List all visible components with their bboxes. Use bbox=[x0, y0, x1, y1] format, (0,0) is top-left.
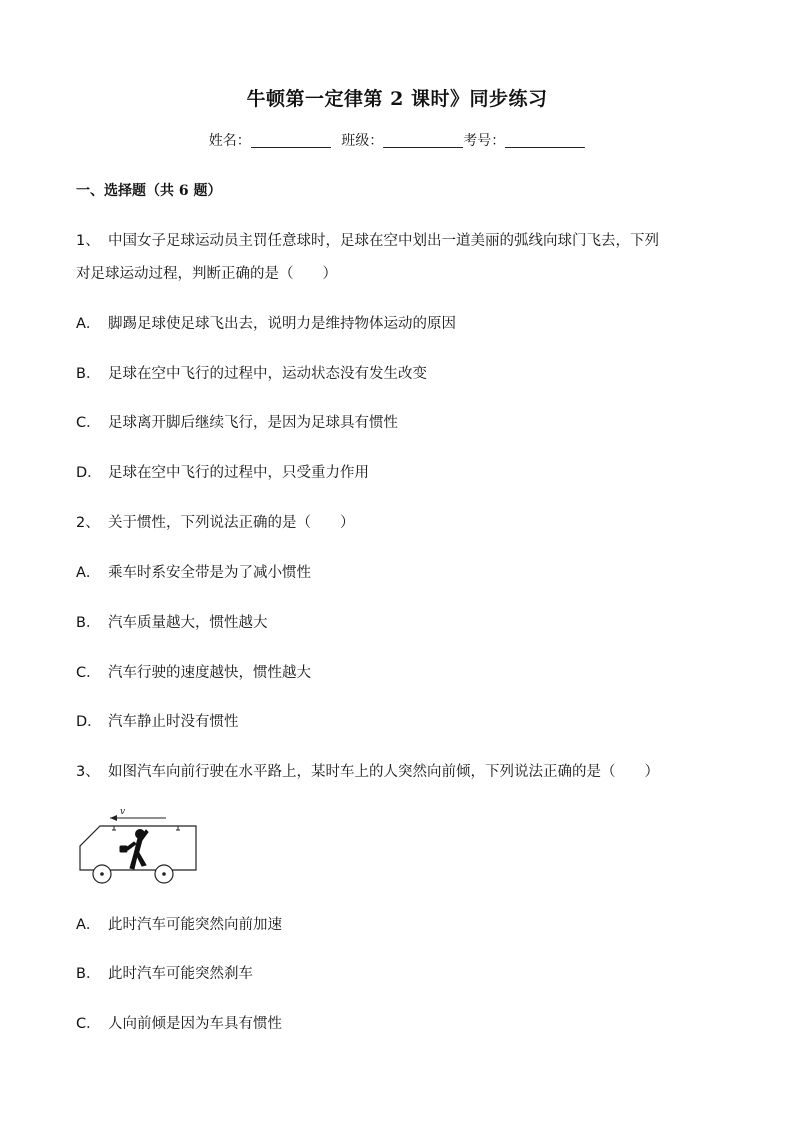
car-figure bbox=[76, 802, 200, 886]
question-number: 3、 bbox=[76, 764, 100, 780]
velocity-label: v bbox=[120, 807, 126, 817]
option-letter: D． bbox=[76, 465, 102, 481]
question-1 bbox=[76, 229, 659, 250]
option-item[interactable] bbox=[76, 461, 369, 482]
option-letter: B． bbox=[76, 366, 101, 382]
option-letter: C． bbox=[76, 1016, 101, 1032]
option-text: 人向前倾是因为车具有惯性 bbox=[108, 1016, 282, 1032]
option-item[interactable] bbox=[76, 1012, 282, 1033]
option-text: 此时汽车可能突然向前加速 bbox=[108, 917, 282, 933]
question-3 bbox=[76, 760, 659, 781]
option-text: 脚踢足球使足球飞出去，说明力是维持物体运动的原因 bbox=[108, 316, 456, 332]
rear-wheel bbox=[155, 865, 173, 883]
option-text: 汽车质量越大，惯性越大 bbox=[108, 615, 268, 631]
question-2 bbox=[76, 511, 355, 532]
option-item[interactable] bbox=[76, 561, 311, 582]
option-text: 此时汽车可能突然刹车 bbox=[108, 966, 253, 982]
name-blank[interactable] bbox=[251, 133, 331, 148]
question-number: 1、 bbox=[76, 233, 100, 249]
option-letter: C． bbox=[76, 415, 101, 431]
option-item[interactable] bbox=[76, 362, 427, 383]
question-text: 中国女子足球运动员主罚任意球时，足球在空中划出一道美丽的弧线向球门飞去，下列 bbox=[108, 233, 659, 249]
option-item[interactable] bbox=[76, 913, 282, 934]
option-item[interactable] bbox=[76, 411, 398, 432]
option-item[interactable] bbox=[76, 661, 311, 682]
section-title: 一、选择题（共 6 题） bbox=[76, 183, 222, 199]
option-text: 乘车时系安全带是为了减小惯性 bbox=[108, 565, 311, 581]
class-blank[interactable] bbox=[383, 133, 463, 148]
passenger-figure bbox=[120, 830, 148, 870]
exam-no-blank[interactable] bbox=[505, 133, 585, 148]
option-text: 汽车行驶的速度越快，惯性越大 bbox=[108, 665, 311, 681]
option-letter: B． bbox=[76, 615, 101, 631]
student-info-row bbox=[0, 130, 794, 150]
question-text: 关于惯性，下列说法正确的是（ ） bbox=[108, 515, 355, 531]
option-letter: B． bbox=[76, 966, 101, 982]
exam-no-label: 考号： bbox=[463, 133, 506, 149]
option-text: 足球在空中飞行的过程中，运动状态没有发生改变 bbox=[108, 366, 427, 382]
question-text: 如图汽车向前行驶在水平路上，某时车上的人突然向前倾，下列说法正确的是（ ） bbox=[108, 764, 659, 780]
option-letter: C． bbox=[76, 665, 101, 681]
option-letter: A． bbox=[76, 917, 101, 933]
option-text: 足球离开脚后继续飞行，是因为足球具有惯性 bbox=[108, 415, 398, 431]
option-letter: D． bbox=[76, 714, 102, 730]
velocity-arrow-head bbox=[110, 815, 117, 821]
option-text: 汽车静止时没有惯性 bbox=[108, 714, 239, 730]
class-label: 班级： bbox=[341, 133, 384, 149]
option-text: 足球在空中飞行的过程中，只受重力作用 bbox=[108, 465, 369, 481]
option-item[interactable] bbox=[76, 312, 456, 333]
question-1-continued: 对足球运动过程，判断正确的是（ ） bbox=[76, 266, 337, 282]
option-letter: A． bbox=[76, 565, 101, 581]
page-title: 牛顿第一定律第 2 课时》同步练习 bbox=[246, 88, 548, 110]
option-item[interactable] bbox=[76, 611, 268, 632]
option-item[interactable] bbox=[76, 962, 253, 983]
front-wheel bbox=[93, 865, 111, 883]
option-letter: A． bbox=[76, 316, 101, 332]
option-item[interactable] bbox=[76, 710, 239, 731]
name-label: 姓名： bbox=[208, 133, 251, 149]
question-number: 2、 bbox=[76, 515, 100, 531]
